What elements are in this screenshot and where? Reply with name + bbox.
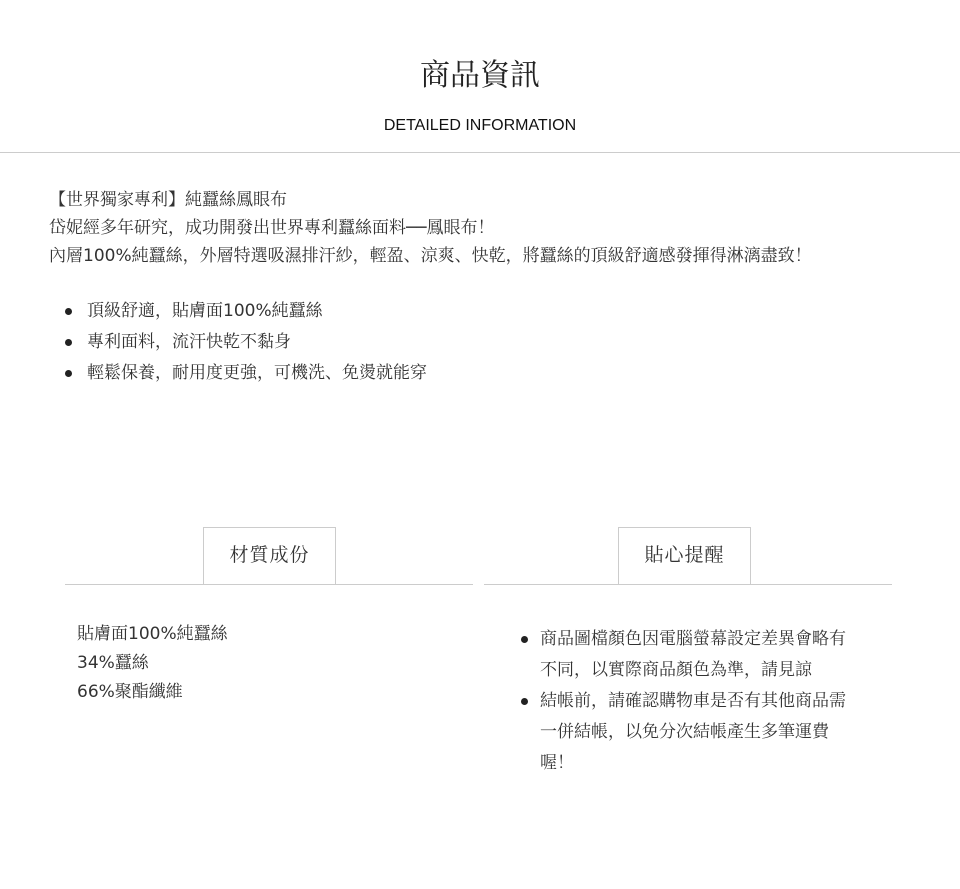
intro-line: 岱妮經多年研究，成功開發出世界專利蠶絲面料──鳳眼布！ [49, 218, 495, 238]
feature-list [49, 296, 427, 389]
feature-item: 輕鬆保養，耐用度更強，可機洗、免燙就能穿 [49, 358, 427, 389]
tip-item: 結帳前，請確認購物車是否有其他商品需一併結帳，以免分次結帳產生多筆運費喔！ [518, 686, 848, 779]
intro-line: 【世界獨家專利】純蠶絲鳳眼布 [49, 190, 287, 210]
intro-line: 內層100%純蠶絲，外層特選吸濕排汗紗，輕盈、涼爽、快乾，將蠶絲的頂級舒適感發揮得淋漓盡致！ [49, 246, 812, 266]
material-item: 貼膚面100%純蠶絲 [77, 624, 228, 644]
feature-item: 頂級舒適，貼膚面100%純蠶絲 [49, 296, 427, 327]
page-subtitle: DETAILED INFORMATION [383, 117, 577, 134]
feature-item: 專利面料，流汗快乾不黏身 [49, 327, 427, 358]
page-header [0, 0, 960, 153]
material-item: 34%蠶絲 [77, 653, 149, 673]
tab-tips: 貼心提醒 [618, 527, 751, 584]
material-list [77, 620, 228, 707]
tip-item: 商品圖檔顏色因電腦螢幕設定差異會略有不同，以實際商品顏色為準，請見諒 [518, 624, 848, 686]
divider [484, 584, 892, 585]
page-title: 商品資訊 [420, 58, 540, 93]
material-item: 66%聚酯纖維 [77, 682, 183, 702]
tab-material: 材質成份 [203, 527, 336, 584]
tips-list [518, 624, 848, 779]
divider [65, 584, 473, 585]
product-intro [49, 186, 939, 270]
